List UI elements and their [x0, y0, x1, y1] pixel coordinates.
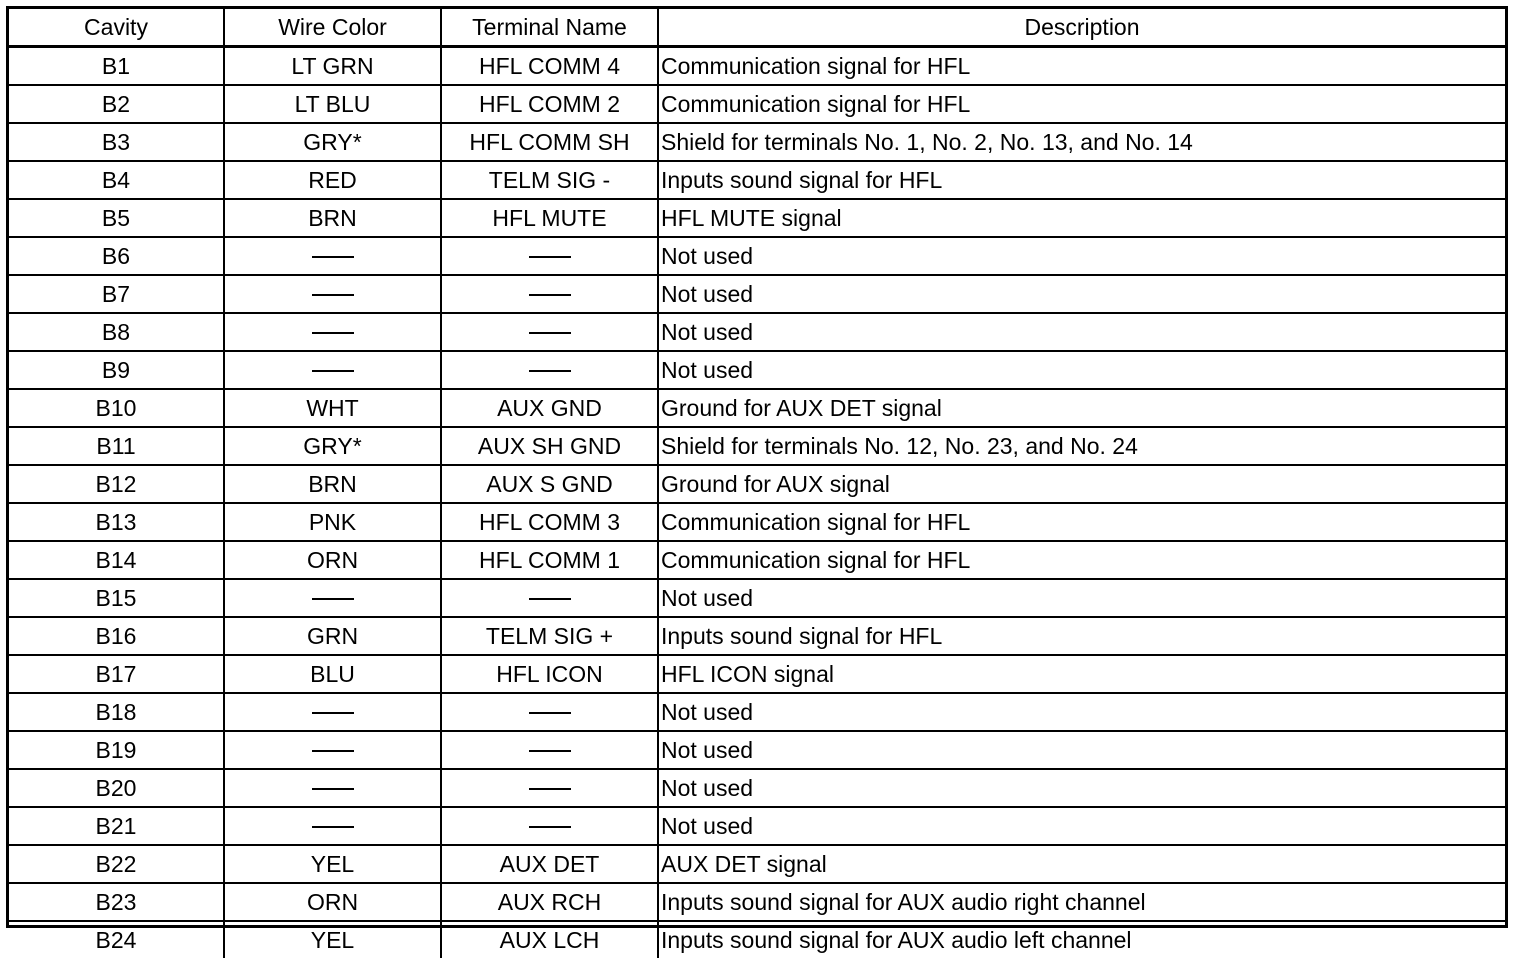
cell-cavity: B5	[9, 199, 224, 237]
cell-description: Communication signal for HFL	[658, 503, 1505, 541]
pinout-table	[9, 9, 1505, 958]
cell-description: Communication signal for HFL	[658, 85, 1505, 123]
not-applicable-dash	[312, 332, 354, 334]
cell-wire-color	[224, 807, 441, 845]
cell-cavity: B8	[9, 313, 224, 351]
cell-terminal-name	[441, 275, 658, 313]
cell-terminal-name: HFL COMM 1	[441, 541, 658, 579]
not-applicable-dash	[529, 256, 571, 258]
cell-description: Inputs sound signal for AUX audio right channel	[658, 883, 1505, 921]
cell-description: Shield for terminals No. 12, No. 23, and No. 24	[658, 427, 1505, 465]
cell-description: Not used	[658, 731, 1505, 769]
cell-description: Not used	[658, 275, 1505, 313]
table-row	[9, 655, 1505, 693]
cell-terminal-name: HFL COMM SH	[441, 123, 658, 161]
cell-cavity: B4	[9, 161, 224, 199]
cell-wire-color: BRN	[224, 199, 441, 237]
cell-description: Not used	[658, 237, 1505, 275]
table-row	[9, 883, 1505, 921]
cell-cavity: B11	[9, 427, 224, 465]
cell-terminal-name: AUX GND	[441, 389, 658, 427]
not-applicable-dash	[529, 598, 571, 600]
cell-wire-color: BLU	[224, 655, 441, 693]
not-applicable-dash	[529, 788, 571, 790]
table-row	[9, 579, 1505, 617]
table-row	[9, 731, 1505, 769]
cell-cavity: B22	[9, 845, 224, 883]
cell-wire-color	[224, 237, 441, 275]
table-header-row	[9, 9, 1505, 47]
cell-wire-color	[224, 313, 441, 351]
cell-description: Inputs sound signal for HFL	[658, 617, 1505, 655]
cell-wire-color: GRY*	[224, 427, 441, 465]
cell-wire-color: WHT	[224, 389, 441, 427]
cell-description: Inputs sound signal for AUX audio left channel	[658, 921, 1505, 958]
cell-description: Inputs sound signal for HFL	[658, 161, 1505, 199]
cell-description: HFL ICON signal	[658, 655, 1505, 693]
cell-description: Communication signal for HFL	[658, 47, 1505, 86]
table-row	[9, 237, 1505, 275]
cell-terminal-name: HFL ICON	[441, 655, 658, 693]
table-row	[9, 123, 1505, 161]
cell-terminal-name: TELM SIG +	[441, 617, 658, 655]
cell-cavity: B12	[9, 465, 224, 503]
cell-cavity: B3	[9, 123, 224, 161]
header-description: Description	[658, 9, 1505, 47]
cell-terminal-name: HFL COMM 4	[441, 47, 658, 86]
not-applicable-dash	[312, 826, 354, 828]
table-row	[9, 85, 1505, 123]
connector-pinout-table	[6, 6, 1508, 928]
cell-description: Not used	[658, 351, 1505, 389]
cell-terminal-name: HFL MUTE	[441, 199, 658, 237]
not-applicable-dash	[312, 294, 354, 296]
table-row	[9, 769, 1505, 807]
table-row	[9, 389, 1505, 427]
cell-terminal-name: AUX DET	[441, 845, 658, 883]
cell-terminal-name: AUX S GND	[441, 465, 658, 503]
table-row	[9, 161, 1505, 199]
cell-cavity: B1	[9, 47, 224, 86]
cell-wire-color	[224, 351, 441, 389]
cell-cavity: B17	[9, 655, 224, 693]
cell-terminal-name	[441, 237, 658, 275]
cell-description: Shield for terminals No. 1, No. 2, No. 13, and No. 14	[658, 123, 1505, 161]
table-row	[9, 845, 1505, 883]
cell-description: Not used	[658, 313, 1505, 351]
cell-wire-color	[224, 769, 441, 807]
not-applicable-dash	[529, 294, 571, 296]
cell-wire-color: ORN	[224, 541, 441, 579]
not-applicable-dash	[529, 370, 571, 372]
cell-terminal-name: HFL COMM 3	[441, 503, 658, 541]
cell-wire-color	[224, 731, 441, 769]
table-row	[9, 351, 1505, 389]
cell-wire-color: GRN	[224, 617, 441, 655]
cell-cavity: B23	[9, 883, 224, 921]
cell-wire-color: YEL	[224, 921, 441, 958]
not-applicable-dash	[312, 788, 354, 790]
cell-cavity: B21	[9, 807, 224, 845]
cell-terminal-name	[441, 731, 658, 769]
table-body	[9, 47, 1505, 958]
header-terminal-name: Terminal Name	[441, 9, 658, 47]
cell-terminal-name	[441, 313, 658, 351]
not-applicable-dash	[312, 598, 354, 600]
cell-cavity: B9	[9, 351, 224, 389]
table-row	[9, 921, 1505, 958]
cell-terminal-name	[441, 693, 658, 731]
cell-terminal-name: TELM SIG -	[441, 161, 658, 199]
header-cavity: Cavity	[9, 9, 224, 47]
cell-cavity: B15	[9, 579, 224, 617]
cell-cavity: B6	[9, 237, 224, 275]
cell-cavity: B24	[9, 921, 224, 958]
cell-wire-color	[224, 579, 441, 617]
table-row	[9, 503, 1505, 541]
table-row	[9, 275, 1505, 313]
cell-terminal-name: AUX RCH	[441, 883, 658, 921]
cell-cavity: B7	[9, 275, 224, 313]
cell-terminal-name: HFL COMM 2	[441, 85, 658, 123]
cell-wire-color: RED	[224, 161, 441, 199]
cell-description: Communication signal for HFL	[658, 541, 1505, 579]
cell-description: Not used	[658, 807, 1505, 845]
not-applicable-dash	[529, 712, 571, 714]
not-applicable-dash	[529, 826, 571, 828]
cell-terminal-name	[441, 769, 658, 807]
table-row	[9, 465, 1505, 503]
cell-wire-color: BRN	[224, 465, 441, 503]
cell-terminal-name: AUX LCH	[441, 921, 658, 958]
cell-terminal-name: AUX SH GND	[441, 427, 658, 465]
cell-wire-color: LT BLU	[224, 85, 441, 123]
not-applicable-dash	[312, 750, 354, 752]
cell-description: Ground for AUX DET signal	[658, 389, 1505, 427]
table-row	[9, 617, 1505, 655]
cell-cavity: B14	[9, 541, 224, 579]
cell-description: Not used	[658, 693, 1505, 731]
cell-wire-color: ORN	[224, 883, 441, 921]
cell-cavity: B13	[9, 503, 224, 541]
not-applicable-dash	[529, 332, 571, 334]
not-applicable-dash	[312, 256, 354, 258]
cell-terminal-name	[441, 351, 658, 389]
cell-wire-color: YEL	[224, 845, 441, 883]
cell-wire-color: GRY*	[224, 123, 441, 161]
cell-wire-color: LT GRN	[224, 47, 441, 86]
cell-cavity: B16	[9, 617, 224, 655]
cell-description: Not used	[658, 769, 1505, 807]
not-applicable-dash	[529, 750, 571, 752]
cell-cavity: B19	[9, 731, 224, 769]
cell-cavity: B18	[9, 693, 224, 731]
cell-wire-color	[224, 275, 441, 313]
cell-description: AUX DET signal	[658, 845, 1505, 883]
table-row	[9, 541, 1505, 579]
cell-description: Ground for AUX signal	[658, 465, 1505, 503]
cell-wire-color: PNK	[224, 503, 441, 541]
cell-terminal-name	[441, 579, 658, 617]
table-row	[9, 427, 1505, 465]
cell-description: Not used	[658, 579, 1505, 617]
table-row	[9, 313, 1505, 351]
table-row	[9, 693, 1505, 731]
cell-cavity: B2	[9, 85, 224, 123]
cell-cavity: B10	[9, 389, 224, 427]
not-applicable-dash	[312, 370, 354, 372]
cell-terminal-name	[441, 807, 658, 845]
cell-description: HFL MUTE signal	[658, 199, 1505, 237]
header-wire-color: Wire Color	[224, 9, 441, 47]
not-applicable-dash	[312, 712, 354, 714]
cell-cavity: B20	[9, 769, 224, 807]
cell-wire-color	[224, 693, 441, 731]
table-row	[9, 47, 1505, 86]
table-row	[9, 807, 1505, 845]
table-row	[9, 199, 1505, 237]
